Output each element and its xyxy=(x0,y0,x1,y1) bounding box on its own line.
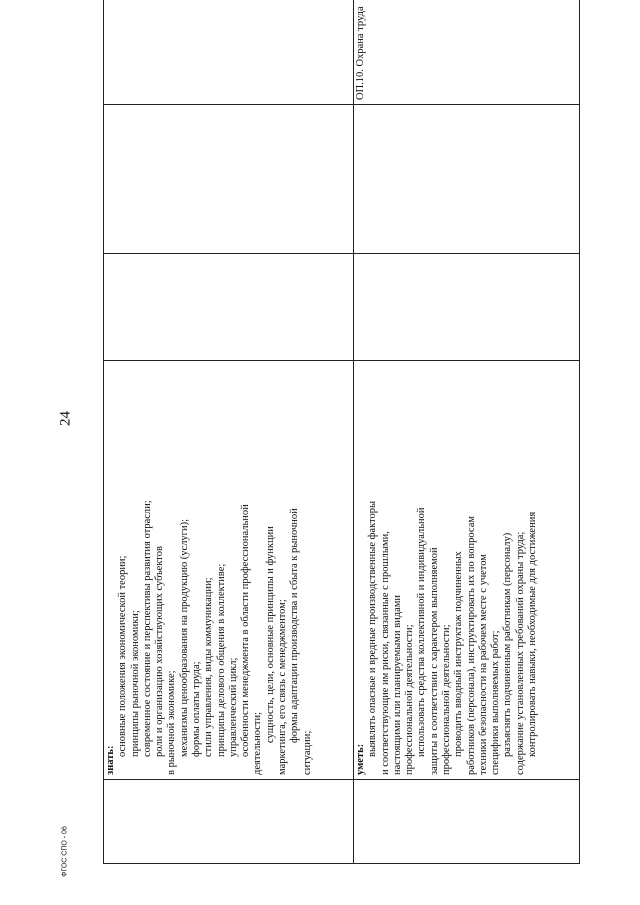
knowledge-item: ситуации; xyxy=(301,730,313,775)
rotated-table-container xyxy=(103,6,580,864)
document-footer: ФГОС СПО - 06 xyxy=(61,826,69,877)
knowledge-item: принципы делового общения в коллективе; xyxy=(215,563,227,757)
knowledge-item: стили управления, виды коммуникации; xyxy=(203,577,215,757)
knowledge-item: сущность, цели, основные принципы и функции xyxy=(264,526,276,743)
knowledge-cell xyxy=(104,361,354,780)
knowledge-item: формы адаптации производства и сбыта к рыночной xyxy=(289,508,301,743)
hours-cell-2 xyxy=(104,105,354,254)
curriculum-table xyxy=(103,0,580,864)
table-row-knowledge xyxy=(104,0,354,864)
hours-cell xyxy=(354,254,580,361)
knowledge-item: принципы рыночной экономики; xyxy=(129,610,141,757)
knowledge-item: управленческий цикл; xyxy=(227,657,239,757)
skills-item: настоящими или планируемыми видами xyxy=(391,594,403,775)
skills-list xyxy=(367,365,539,775)
knowledge-item: механизмы ценообразования на продукцию (услуги); xyxy=(178,518,190,757)
skills-item: содержание установленных требований охраны труда; xyxy=(514,531,526,775)
skills-item: и соответствующие им риски, связанные с прошлыми, xyxy=(379,531,391,775)
knowledge-item: роли и организацию хозяйствующих субъектов xyxy=(154,546,166,757)
knowledge-item: деятельности; xyxy=(252,711,264,775)
hours-cell-2 xyxy=(354,105,580,254)
discipline-cell-empty xyxy=(104,0,354,105)
knowledge-item: особенности менеджмента в области профессиональной xyxy=(240,504,252,757)
knowledge-item: в рыночной экономике; xyxy=(166,670,178,775)
index-cell xyxy=(104,780,354,864)
discipline-cell xyxy=(354,0,580,105)
knowledge-item: основные положения экономической теории; xyxy=(117,555,129,757)
hours-cell xyxy=(104,254,354,361)
skills-item: защиты в соответствии с характером выполняемой xyxy=(428,547,440,775)
knowledge-heading: знать: xyxy=(105,745,116,775)
skills-item: разъяснять подчиненным работникам (персоналу) xyxy=(502,532,514,757)
skills-item: техники безопасности на рабочем месте с учетом xyxy=(477,554,489,775)
skills-heading: уметь: xyxy=(355,743,366,775)
skills-item: использовать средства коллективной и индивидуальной xyxy=(416,507,428,757)
skills-item: работников (персонала), инструктировать их по вопросам xyxy=(465,515,477,775)
knowledge-item: маркетинга, его связь с менеджментом; xyxy=(276,599,288,775)
skills-item: специфики выполняемых работ; xyxy=(490,630,502,775)
knowledge-item: современное состояние и перспективы развития отрасли; xyxy=(141,500,153,757)
table-row-skills xyxy=(354,0,580,864)
skills-item: профессиональной деятельности; xyxy=(440,624,452,775)
skills-item: контролировать навыки, необходимые для достижения xyxy=(526,511,538,757)
skills-cell xyxy=(354,361,580,780)
page-number: 24 xyxy=(57,411,74,426)
skills-item: выявлять опасные и вредные производственные факторы xyxy=(367,500,379,757)
index-cell xyxy=(354,780,580,864)
knowledge-item: формы оплаты труда; xyxy=(190,661,202,757)
discipline-name: ОП.10. Охрана труда xyxy=(355,6,366,100)
knowledge-list xyxy=(117,365,314,775)
skills-item: проводить вводный инструктаж подчиненных xyxy=(453,551,465,757)
skills-item: профессиональной деятельности; xyxy=(404,624,416,775)
